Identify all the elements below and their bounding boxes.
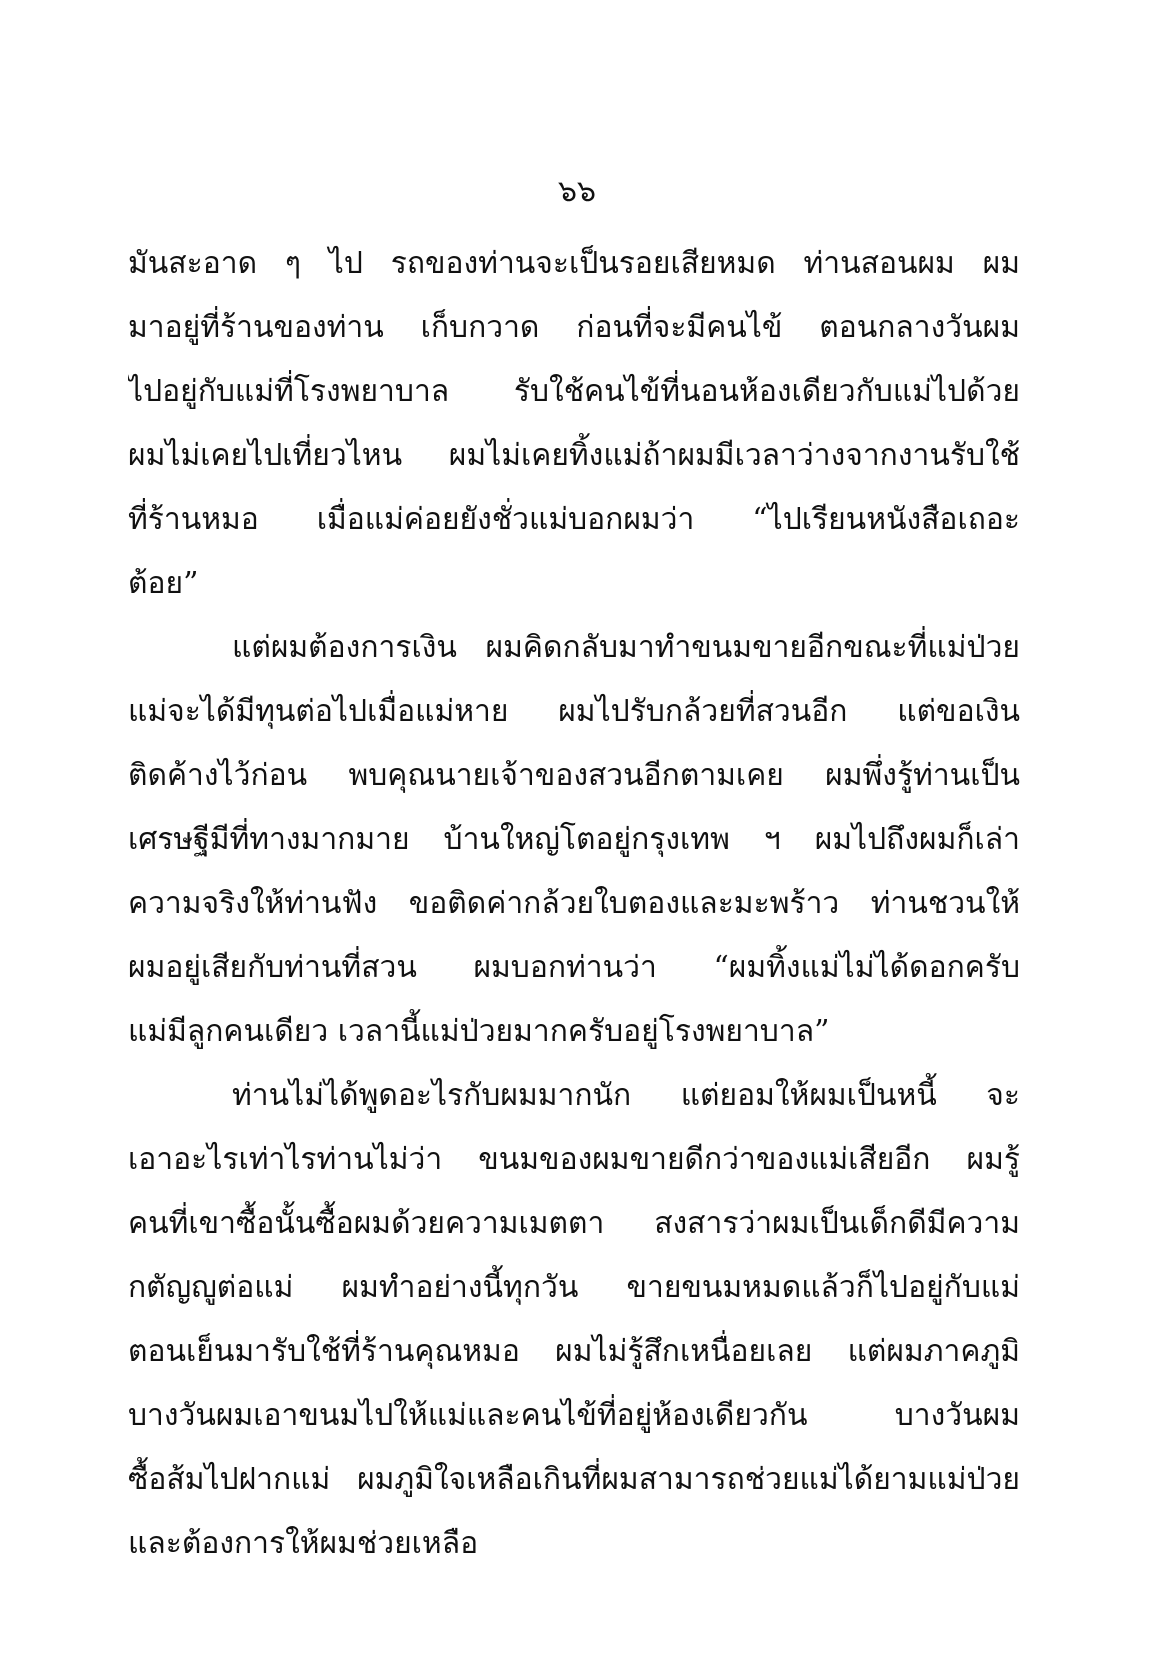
text-line: ผมไม่เคยไปเที่ยวไหน ผมไม่เคยทิ้งแม่ถ้าผมมีเวลาว่างจากงานรับใช้ xyxy=(128,438,1020,473)
text-line: กตัญญูต่อแม่ ผมทำอย่างนี้ทุกวัน ขายขนมหมดแล้วก็ไปอยู่กับแม่ xyxy=(128,1270,1020,1305)
text-line: และต้องการให้ผมช่วยเหลือ xyxy=(128,1526,479,1561)
text-line: มาอยู่ที่ร้านของท่าน เก็บกวาด ก่อนที่จะมีคนไข้ ตอนกลางวันผม xyxy=(128,310,1020,345)
page-number: ๖๖ xyxy=(557,174,597,209)
text-line: แม่จะได้มีทุนต่อไปเมื่อแม่หาย ผมไปรับกล้วยที่สวนอีก แต่ขอเงิน xyxy=(128,694,1020,729)
text-line: มันสะอาด ๆ ไป รถของท่านจะเป็นรอยเสียหมด ท่านสอนผม ผม xyxy=(128,246,1020,281)
text-line: ติดค้างไว้ก่อน พบคุณนายเจ้าของสวนอีกตามเคย ผมพึ่งรู้ท่านเป็น xyxy=(128,758,1020,793)
text-line: ผมอยู่เสียกับท่านที่สวน ผมบอกท่านว่า “ผมทิ้งแม่ไม่ได้ดอกครับ xyxy=(128,950,1020,985)
body-text xyxy=(128,232,1020,1576)
text-line: เศรษฐีมีที่ทางมากมาย บ้านใหญ่โตอยู่กรุงเทพ ฯ ผมไปถึงผมก็เล่า xyxy=(128,822,1020,857)
paragraph-start-line: แต่ผมต้องการเงิน ผมคิดกลับมาทำขนมขายอีกขณะที่แม่ป่วย xyxy=(232,630,1020,665)
paragraph-start-line: ท่านไม่ได้พูดอะไรกับผมมากนัก แต่ยอมให้ผมเป็นหนี้ จะ xyxy=(232,1078,1020,1113)
text-line: ที่ร้านหมอ เมื่อแม่ค่อยยังชั่วแม่บอกผมว่า “ไปเรียนหนังสือเถอะ xyxy=(128,502,1020,537)
text-line: คนที่เขาซื้อนั้นซื้อผมด้วยความเมตตา สงสารว่าผมเป็นเด็กดีมีความ xyxy=(128,1206,1020,1241)
text-line: ตอนเย็นมารับใช้ที่ร้านคุณหมอ ผมไม่รู้สึกเหนื่อยเลย แต่ผมภาคภูมิ xyxy=(128,1334,1020,1369)
text-line: ความจริงให้ท่านฟัง ขอติดค่ากล้วยใบตองและมะพร้าว ท่านชวนให้ xyxy=(128,886,1020,921)
text-line: ต้อย” xyxy=(128,566,199,601)
text-line: บางวันผมเอาขนมไปให้แม่และคนไข้ที่อยู่ห้องเดียวกัน บางวันผม xyxy=(128,1398,1020,1433)
text-line: เอาอะไรเท่าไรท่านไม่ว่า ขนมของผมขายดีกว่าของแม่เสียอีก ผมรู้ xyxy=(128,1142,1020,1177)
text-line: แม่มีลูกคนเดียว เวลานี้แม่ป่วยมากครับอยู่โรงพยาบาล” xyxy=(128,1014,830,1049)
text-line: ไปอยู่กับแม่ที่โรงพยาบาล รับใช้คนไข้ที่นอนห้องเดียวกับแม่ไปด้วย xyxy=(128,374,1020,409)
text-line: ซื้อส้มไปฝากแม่ ผมภูมิใจเหลือเกินที่ผมสามารถช่วยแม่ได้ยามแม่ป่วย xyxy=(128,1462,1020,1497)
